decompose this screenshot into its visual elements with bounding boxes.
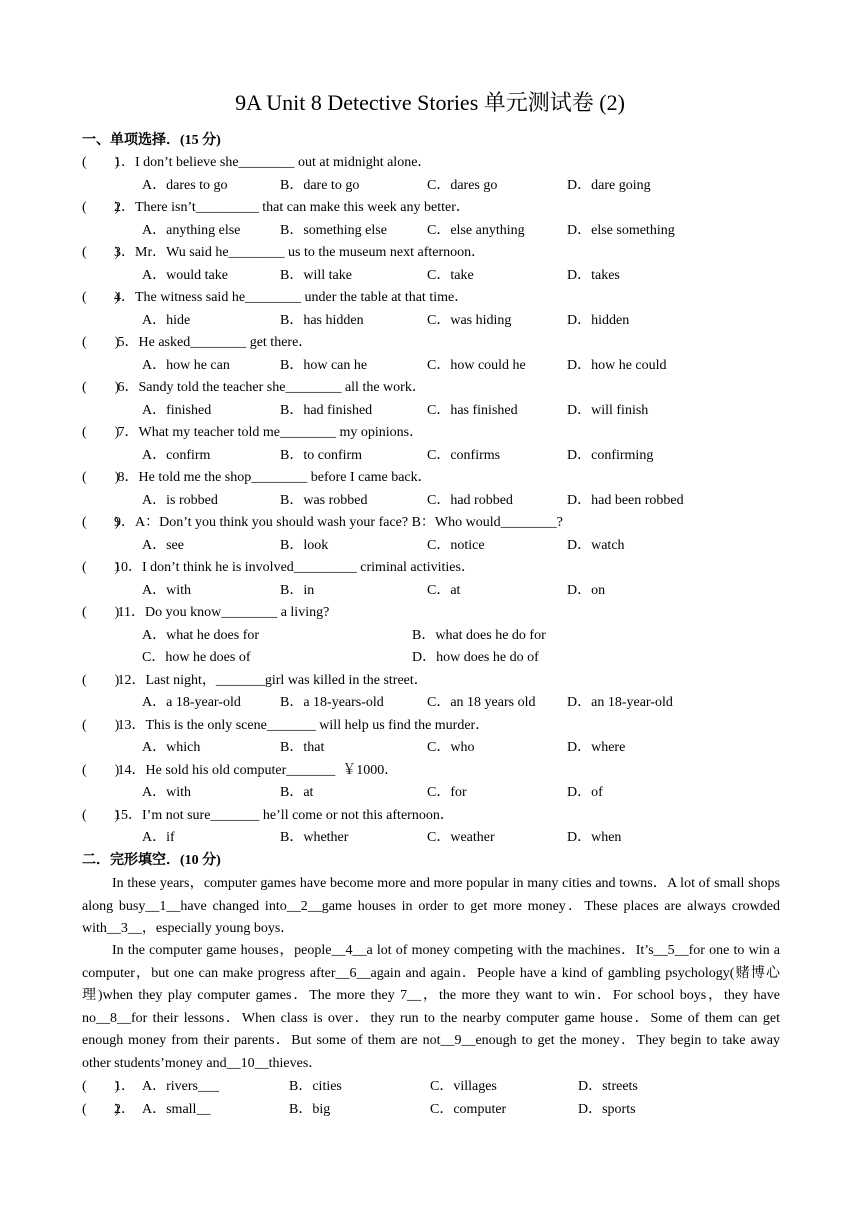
answer-option: C．weather: [427, 830, 495, 845]
question-stem: [82, 513, 563, 533]
answer-option: C．was hiding: [427, 312, 512, 328]
question-text: 10．I don’t think he is involved_________ criminal activities．: [114, 560, 475, 575]
answer-option: A．rivers___: [142, 1079, 219, 1094]
answer-option: D．where: [567, 740, 626, 755]
answer-option: B．at: [280, 785, 314, 800]
question-text: 2．There isn’t_________ that can make this week any better．: [114, 200, 470, 215]
question-stem: [82, 806, 454, 826]
question-text: 1．I don’t believe she________ out at midnight alone．: [114, 155, 432, 170]
cloze-question-stem: [82, 1100, 135, 1120]
answer-bracket: ( ): [82, 762, 120, 778]
section-heading-multiple-choice: 一、单项选择．(15 分): [82, 133, 221, 148]
answer-option: B．that: [280, 740, 325, 755]
question-stem: [82, 198, 470, 218]
answer-option: C．villages: [430, 1079, 497, 1094]
question-text: 12．Last night，_______girl was killed in the street．: [114, 672, 428, 688]
answer-option: D．hidden: [567, 312, 630, 328]
answer-bracket: ( ): [82, 515, 120, 530]
question-text: 11．Do you know________ a living?: [114, 605, 330, 620]
answer-option: B．was robbed: [280, 492, 368, 508]
answer-option: D．on: [567, 582, 606, 598]
answer-option: B．look: [280, 537, 329, 553]
answer-option: D．how does he do of: [412, 650, 539, 665]
answer-option: B．what does he do for: [412, 627, 546, 643]
answer-bracket: ( ): [82, 335, 120, 350]
question-text: 8．He told me the shop________ before I came back．: [114, 470, 432, 485]
question-stem: [82, 558, 475, 578]
answer-option: C．who: [427, 740, 475, 755]
answer-option: A．a 18-year-old: [142, 695, 241, 710]
answer-option: A．would take: [142, 267, 228, 283]
answer-option: D．watch: [567, 537, 625, 553]
answer-bracket: ( ): [82, 470, 120, 485]
answer-bracket: ( ): [82, 807, 120, 823]
answer-option: B．will take: [280, 267, 352, 283]
answer-option: D．how he could: [567, 357, 667, 373]
answer-option: B．something else: [280, 222, 387, 238]
answer-option: A．how he can: [142, 357, 230, 373]
answer-option: A．anything else: [142, 222, 241, 238]
answer-option: B．a 18-years-old: [280, 695, 384, 710]
question-stem: [82, 378, 426, 398]
answer-option: B．to confirm: [280, 447, 363, 463]
answer-bracket: ( ): [82, 425, 120, 440]
question-text: 6．Sandy told the teacher she________ all the work．: [114, 380, 426, 395]
answer-option: C．else anything: [427, 222, 525, 238]
question-stem: [82, 761, 398, 781]
answer-option: C．notice: [427, 537, 485, 553]
answer-bracket: ( ): [82, 200, 120, 215]
answer-option: A．small__: [142, 1101, 211, 1117]
answer-option: D．of: [567, 785, 603, 800]
answer-option: D．sports: [578, 1101, 636, 1117]
answer-option: A．if: [142, 830, 175, 845]
question-text: 5．He asked________ get there．: [114, 335, 313, 350]
answer-bracket: ( ): [82, 380, 120, 395]
answer-option: D．streets: [578, 1079, 638, 1094]
answer-option: D．had been robbed: [567, 492, 684, 508]
question-stem: [82, 671, 428, 691]
answer-option: D．will finish: [567, 402, 649, 418]
question-text: 7．What my teacher told me________ my opinions．: [114, 425, 424, 440]
answer-bracket: ( ): [82, 717, 120, 733]
question-text: 13．This is the only scene_______ will help us find the murder．: [114, 717, 490, 733]
answer-option: B．in: [280, 582, 315, 598]
question-stem: [82, 333, 312, 353]
answer-option: B．whether: [280, 830, 349, 845]
question-stem: [82, 243, 485, 263]
answer-option: C．computer: [430, 1101, 507, 1117]
question-text: 15．I’m not sure_______ he’ll come or not this afternoon．: [114, 807, 454, 823]
answer-option: C．an 18 years old: [427, 695, 536, 710]
answer-option: C．take: [427, 267, 474, 283]
cloze-passage-paragraph: In these years，computer games have become more and more popular in many cities and towns．A lot of small shops along busy__1__have changed into__2__game houses in order to get more money．These places are always crowded with__3__，especially young boys．: [82, 876, 780, 936]
answer-option: A．hide: [142, 312, 191, 328]
question-stem: [82, 288, 468, 308]
answer-option: C．at: [427, 582, 461, 598]
section-heading-cloze: 二．完形填空．(10 分): [82, 853, 221, 868]
question-text: 3．Mr．Wu said he________ us to the museum next afternoon．: [114, 245, 486, 260]
answer-option: B．dare to go: [280, 177, 360, 193]
answer-bracket: ( ): [82, 560, 120, 575]
question-number: 2．: [114, 1101, 135, 1117]
question-stem: [82, 423, 423, 443]
question-text: 4．The witness said he________ under the table at that time．: [114, 290, 469, 305]
answer-bracket: ( ): [82, 245, 120, 260]
answer-bracket: ( ): [82, 1101, 120, 1117]
cloze-question-stem: [82, 1077, 135, 1097]
answer-option: B．big: [289, 1101, 331, 1117]
question-stem: [82, 153, 431, 173]
question-text: 14．He sold his old computer_______ ￥1000．: [114, 762, 399, 778]
answer-option: D．confirming: [567, 447, 654, 463]
answer-bracket: ( ): [82, 672, 120, 688]
answer-bracket: ( ): [82, 290, 120, 305]
answer-option: C．how could he: [427, 357, 526, 373]
question-stem: [82, 716, 489, 736]
answer-option: D．dare going: [567, 177, 651, 193]
answer-option: A．which: [142, 740, 201, 755]
answer-option: B．has hidden: [280, 312, 364, 328]
answer-option: A．with: [142, 582, 191, 598]
answer-option: A．dares to go: [142, 177, 228, 193]
answer-option: B．cities: [289, 1079, 342, 1094]
answer-option: D．else something: [567, 222, 675, 238]
cloze-passage-paragraph: In the computer game houses，people__4__a lot of money competing with the machines．It’s__5__for one to win a computer，but one can make progress after__6__again and again．People have a kind of gambling psychology(赌博心理)when they play computer games．The more they 7__，the more they want to win．For school boys，they have no__8__for their lessons．When class is over．they run to the nearby computer game house．Some of them can get enough money from their parents．But some of them are not__9__enough to get the money．They begin to take away other students’money and__10__thieves．: [82, 943, 780, 1071]
page-title: 9A Unit 8 Detective Stories 单元测试卷 (2): [235, 90, 625, 115]
answer-option: C．for: [427, 785, 467, 800]
answer-option: C．confirms: [427, 447, 501, 463]
answer-option: A．see: [142, 537, 184, 553]
answer-option: D．an 18-year-old: [567, 695, 673, 710]
answer-bracket: ( ): [82, 1079, 120, 1094]
answer-option: A．what he does for: [142, 627, 260, 643]
answer-option: C．dares go: [427, 177, 498, 193]
answer-option: B．how can he: [280, 357, 368, 373]
answer-option: A．finished: [142, 402, 212, 418]
question-stem: [82, 603, 329, 623]
answer-option: B．had finished: [280, 402, 373, 418]
answer-option: D．when: [567, 830, 622, 845]
answer-bracket: ( ): [82, 605, 120, 620]
answer-option: C．how he does of: [142, 650, 251, 665]
answer-option: D．takes: [567, 267, 620, 283]
answer-option: A．is robbed: [142, 492, 218, 508]
answer-option: A．with: [142, 785, 191, 800]
answer-option: C．has finished: [427, 402, 518, 418]
question-text: 9．A：Don’t you think you should wash your face? B：Who would________?: [114, 515, 563, 530]
question-stem: [82, 468, 432, 488]
question-number: 1．: [114, 1079, 135, 1094]
answer-option: C．had robbed: [427, 492, 513, 508]
answer-bracket: ( ): [82, 155, 120, 170]
answer-option: A．confirm: [142, 447, 211, 463]
